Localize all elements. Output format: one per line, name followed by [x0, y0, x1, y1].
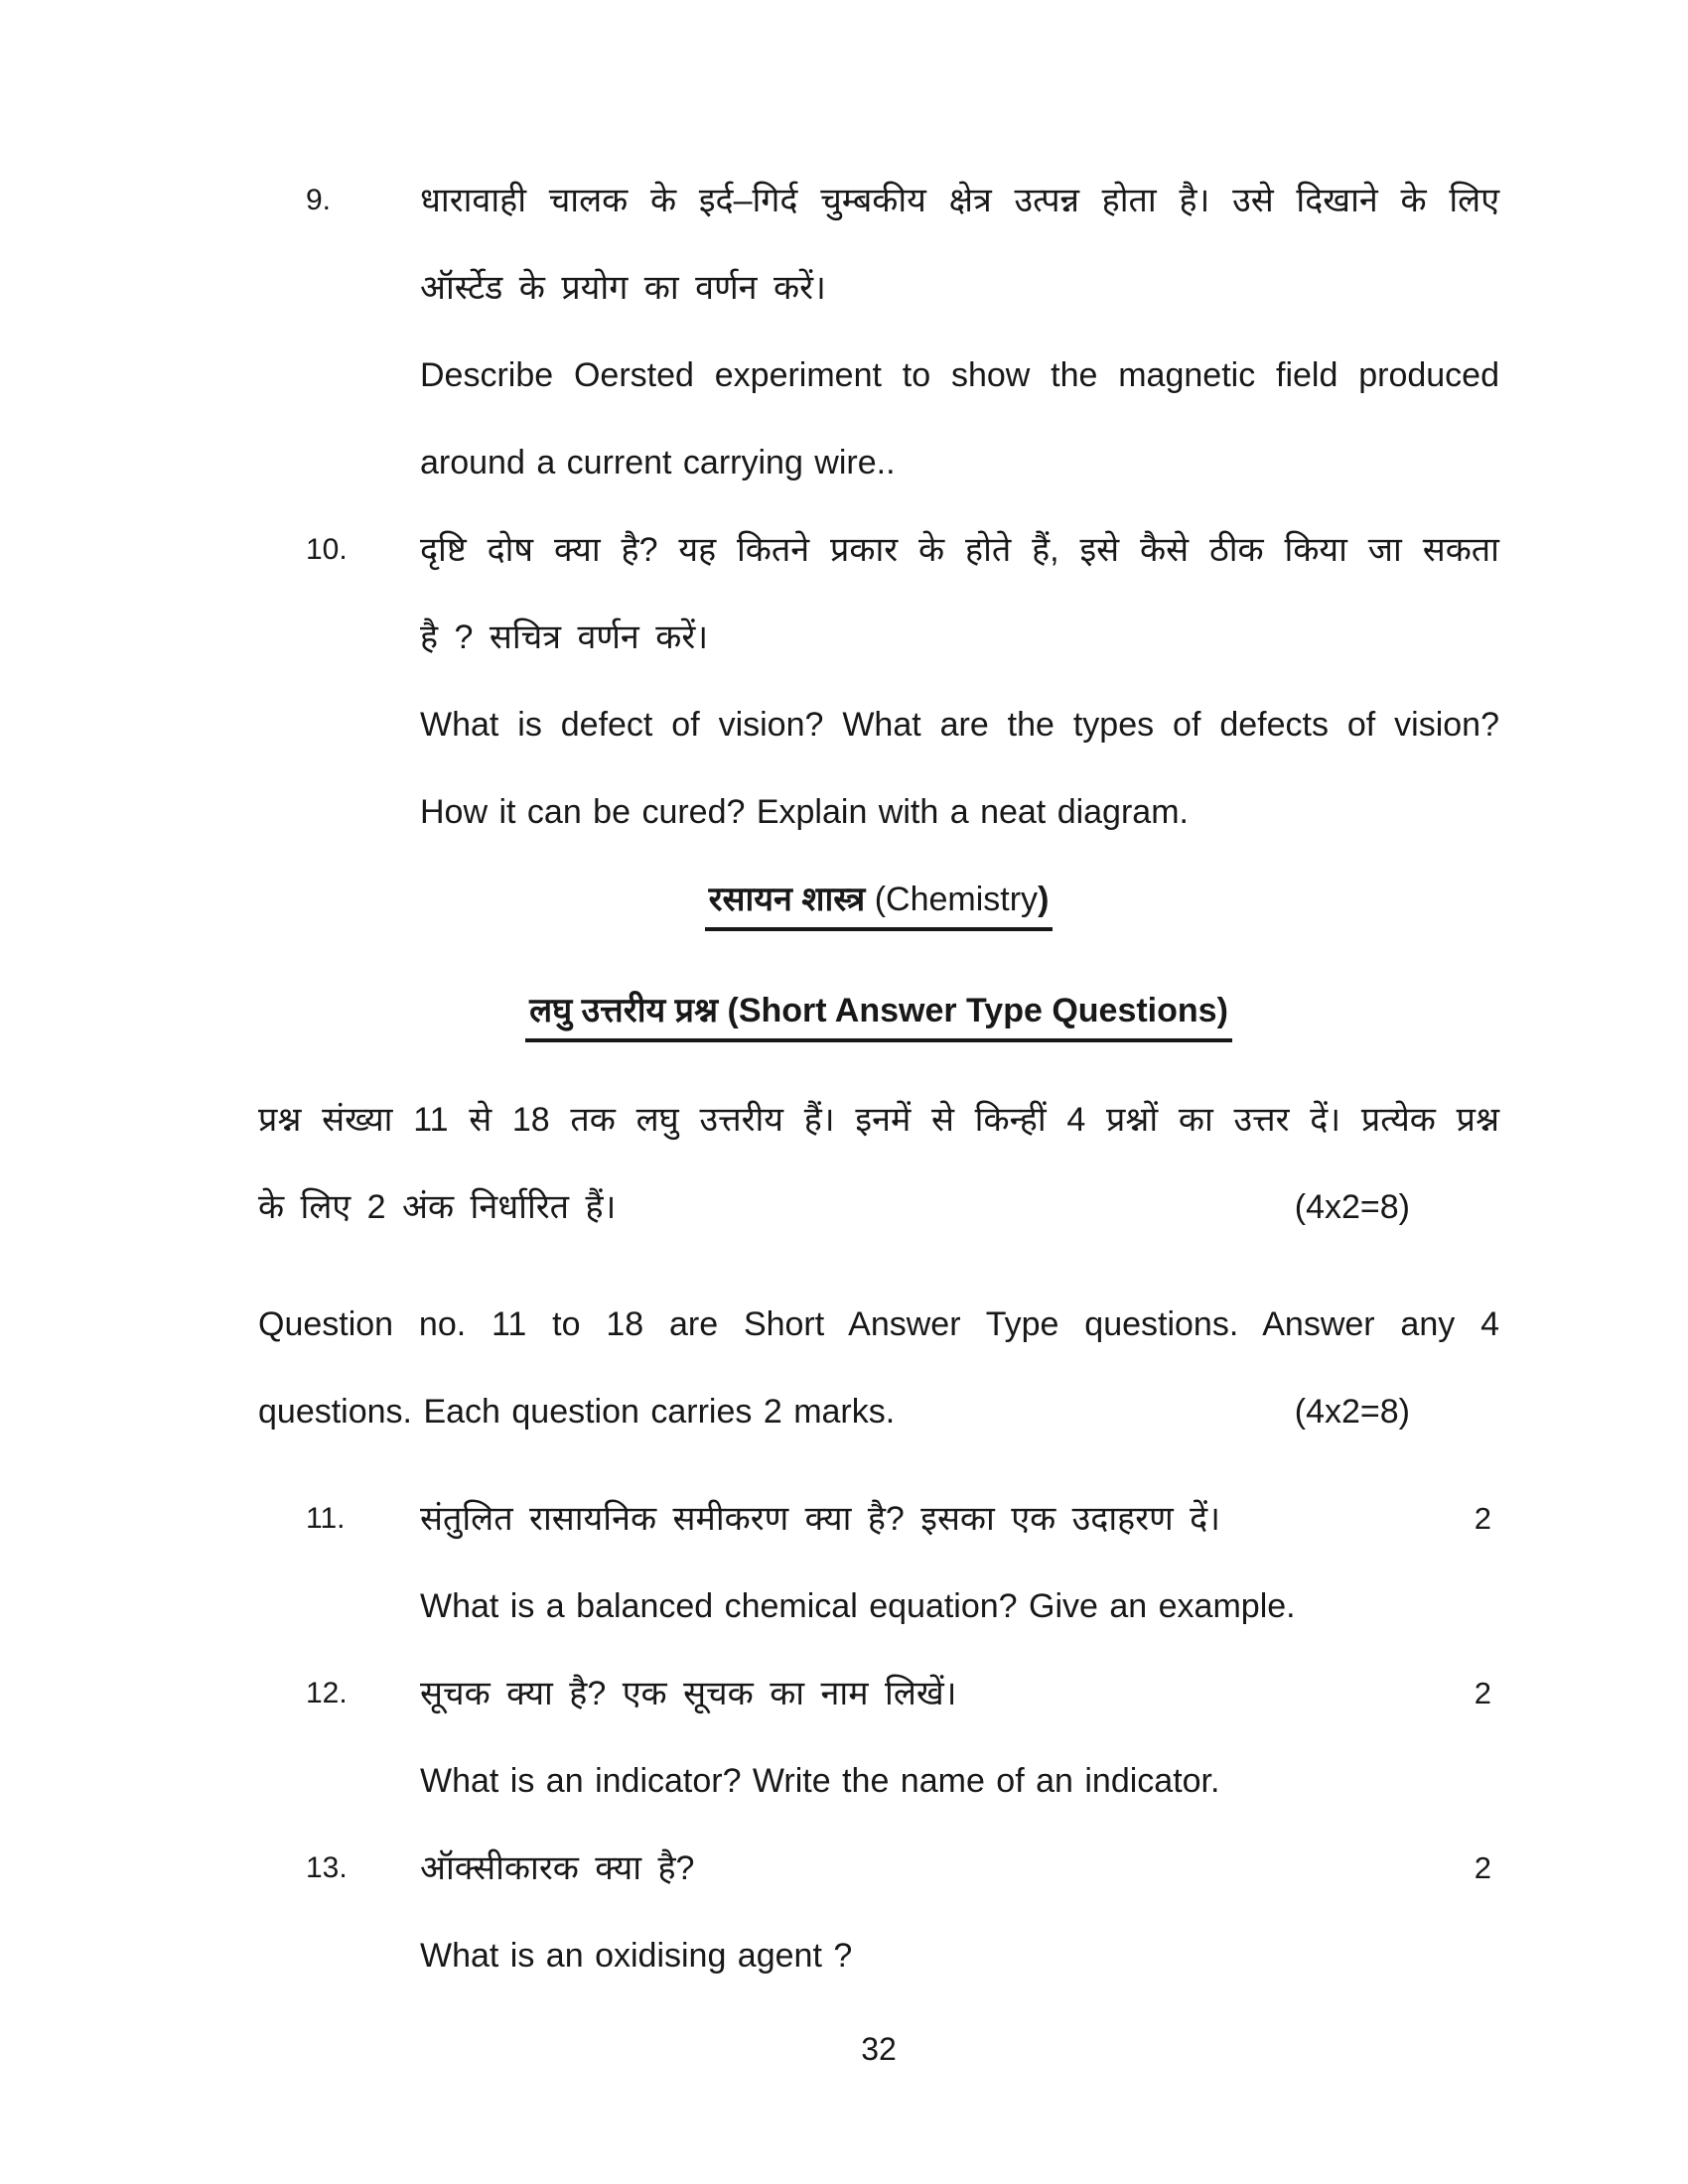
page-number: 32	[861, 2031, 897, 2067]
text-line: What is a balanced chemical equation? Give an example.	[420, 1587, 1296, 1625]
question-13	[258, 1825, 1499, 1999]
heading-english-paren: )	[1038, 881, 1050, 918]
question-12	[258, 1650, 1499, 1825]
short-answer-subtitle	[258, 967, 1499, 1054]
question-number: 12.	[306, 1677, 348, 1709]
question-number: 13.	[306, 1851, 348, 1884]
question-marks: 2	[1474, 1850, 1491, 1885]
question-number: 9.	[306, 184, 332, 216]
question-text	[420, 1650, 1499, 1825]
question-marks: 2	[1474, 1676, 1491, 1710]
text-line: Describe Oersted experiment to show the magnetic field produced	[420, 356, 1499, 394]
heading-hindi: रसायन शास्त्र	[708, 881, 866, 918]
question-marks: 2	[1474, 1501, 1491, 1536]
question-number: 10.	[306, 533, 348, 566]
text-line: संतुलित रासायनिक समीकरण क्या है? इसका एक उदाहरण दें।	[420, 1500, 1221, 1538]
english-instructions	[258, 1281, 1499, 1455]
heading-english: (Chemistry	[865, 881, 1039, 918]
text-line: What is defect of vision? What are the types of defects of vision?	[420, 706, 1499, 744]
chemistry-section-heading	[258, 856, 1499, 943]
text-line: around a current carrying wire..	[420, 444, 896, 481]
text-line: है ? सचित्र वर्णन करें।	[420, 618, 709, 656]
subtitle-english: (Short Answer Type Questions)	[718, 992, 1228, 1029]
marks-scheme-english: (4x2=8)	[1294, 1393, 1410, 1431]
question-text	[420, 506, 1499, 856]
text-line: सूचक क्या है? एक सूचक का नाम लिखें।	[420, 1675, 957, 1712]
text-line: questions. Each question carries 2 marks.	[258, 1393, 896, 1431]
question-9	[258, 157, 1499, 506]
hindi-instructions	[258, 1076, 1499, 1251]
question-text	[420, 157, 1499, 506]
text-line: How it can be cured? Explain with a neat diagram.	[420, 793, 1189, 831]
short-answer-subtitle-text	[525, 992, 1232, 1042]
text-line: ऑर्स्टेड के प्रयोग का वर्णन करें।	[420, 269, 826, 307]
text-line: प्रश्न संख्या 11 से 18 तक लघु उत्तरीय हैं। इनमें से किन्हीं 4 प्रश्नों का उत्तर दें। प्रत्येक प्रश्न	[258, 1101, 1499, 1139]
text-line: What is an indicator? Write the name of an indicator.	[420, 1762, 1220, 1800]
text-line: के लिए 2 अंक निर्धारित हैं।	[258, 1188, 617, 1226]
question-11	[258, 1475, 1499, 1650]
chemistry-section-heading-text	[705, 881, 1054, 931]
text-line: धारावाही चालक के इर्द–गिर्द चुम्बकीय क्षेत्र उत्पन्न होता है। उसे दिखाने के लिए	[420, 182, 1499, 219]
text-line: What is an oxidising agent ?	[420, 1937, 853, 1975]
question-text	[420, 1825, 1499, 1999]
text-line: ऑक्सीकारक क्या है?	[420, 1849, 695, 1887]
text-line: Question no. 11 to 18 are Short Answer Type questions. Answer any 4	[258, 1305, 1499, 1343]
question-text	[420, 1475, 1499, 1650]
question-10	[258, 506, 1499, 856]
subtitle-hindi: लघु उत्तरीय प्रश्न	[529, 992, 719, 1029]
text-line: दृष्टि दोष क्या है? यह कितने प्रकार के होते हैं, इसे कैसे ठीक किया जा सकता	[420, 531, 1499, 569]
question-number: 11.	[306, 1502, 346, 1535]
marks-scheme-hindi: (4x2=8)	[1294, 1188, 1410, 1226]
chemistry-questions	[258, 1475, 1499, 1999]
